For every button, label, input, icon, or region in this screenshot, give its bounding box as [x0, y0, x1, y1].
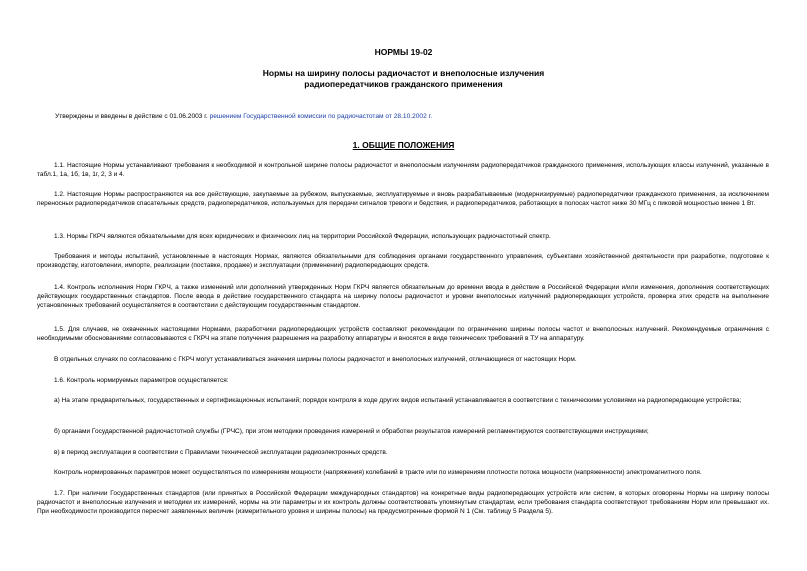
paragraph-1-6-a: а) На этапе предварительных, государственных и сертификационных испытаний; порядок контроля в ходе других видов испытаний устанавливается в соответствии с техническими условиями на радиопередающие устройства;	[54, 397, 742, 404]
approval-prefix: Утверждены и введены в действие с 01.06.2003 г.	[55, 113, 208, 120]
paragraph-1-6: 1.6. Контроль нормируемых параметров осуществляется:	[54, 377, 229, 384]
paragraph-1-3: 1.3. Нормы ГКРЧ являются обязательными для всех юридических и физических лиц на территории Российской Федерации, использующих радиочастотный спектр.	[54, 233, 551, 240]
paragraph-1-2: 1.2. Настоящие Нормы распространяются на все действующие, закупаемые за рубежом, выпускаемые, эксплуатируемые и вновь разрабатываемые (модернизируемые) радиопередатчики гражданского применения, за исключением переносных радиопередатчиков спасательных средств, радиопередатчиков, используемых для передачи сигналов тревоги и бедствия, и радиопередатчиков, работающих в полосах частот ниже 30 МГц с пиковой мощностью менее 1 Вт.	[37, 191, 769, 207]
paragraph-1-5: 1.5. Для случаев, не охваченных настоящими Нормами, разработчики радиопередающих устройств составляют рекомендации по ограничению ширины полосы частот и внеполосных излучений. Рекомендуемые ограничения с необходимыми обоснованиями согласовываются с ГКРЧ на этапе получения разрешения на разработку аппаратуры и вносятся в виде технических требований в ТУ на аппаратуру.	[37, 326, 769, 342]
approval-decision-link[interactable]: решением Государственной комиссии по радиочастотам от 28.10.2002 г.	[209, 113, 433, 120]
section-heading: 1. ОБЩИЕ ПОЛОЖЕНИЯ	[352, 140, 455, 150]
document-subtitle-line2: радиопередатчиков гражданского применения	[304, 79, 503, 89]
paragraph-1-1: 1.1. Настоящие Нормы устанавливают требования к необходимой и контрольной ширине полосы радиочастот и внеполосным излучениям радиопередатчиков гражданского применения, использующих классы излучений, указанные в табл.1, 1а, 1б, 1в, 1г, 2, 3 и 4.	[37, 162, 769, 178]
approval-note	[55, 112, 432, 121]
paragraph-1-7: 1.7. При наличии Государственных стандартов (или принятых в Российской Федерации международных стандартов) на конкретные виды радиопередающих устройств или систем, в которых оговорены Нормы на ширину полосы радиочастот и внеполосные излучения и методики их измерений, нормы на эти параметры и их контроль должны соответствовать упомянутым стандартам, если требования стандарта соответствуют требованиям Норм или превышают их. При необходимости производится пересчет заявленных величин (измерительного уровня и ширины полосы) на предусмотренные формой N 1 (См. таблицу 5 Раздела 5).	[37, 490, 769, 515]
norm-title: НОРМЫ 19-02	[374, 47, 433, 57]
paragraph-1-4: 1.4. Контроль исполнения Норм ГКРЧ, а также изменений или дополнений утвержденных Норм ГКРЧ является обязательным до времени ввода в действие в Российской Федерации и/или изменения, дополнения соответствующих действующих государственных стандартов. После ввода в действие государственного стандарта на ширину полосы радиочастот и уровни внеполосных излучений радиопередающих устройств, проверка этих средств на выполнение установленных требований осуществляется в соответствии с действующим государственным стандартом.	[37, 284, 769, 309]
paragraph-requirements: Требования и методы испытаний, установленные в настоящих Нормах, являются обязательными для соблюдения органами государственного управления, субъектами хозяйственной деятельности при разработке, подготовке к производству, изготовлении, импорте, реализации (поставке, продаже) и эксплуатации (применении) радиопередающих средств.	[37, 253, 769, 269]
paragraph-1-6-b: б) органами Государственной радиочастотной службы (ГРЧС), при этом методики проведения измерений и обработки результатов измерений регламентируются соответствующими инструкциями;	[54, 428, 649, 435]
paragraph-1-6-c: в) в период эксплуатации в соответствии с Правилами технической эксплуатации радиоэлектронных средств.	[54, 449, 388, 456]
paragraph-special-cases: В отдельных случаях по согласованию с ГКРЧ могут устанавливаться значения ширины полосы радиочастот и внеполосных излучений, отличающиеся от настоящих Норм.	[54, 356, 577, 363]
document-subtitle-line1: Нормы на ширину полосы радиочастот и внеполосные излучения	[262, 68, 545, 78]
paragraph-monitoring: Контроль нормированных параметров может осуществляться по измерениям мощности (напряжения) колебаний в тракте или по измерениям плотности потока мощности (напряженности) электромагнитного поля.	[54, 469, 702, 476]
